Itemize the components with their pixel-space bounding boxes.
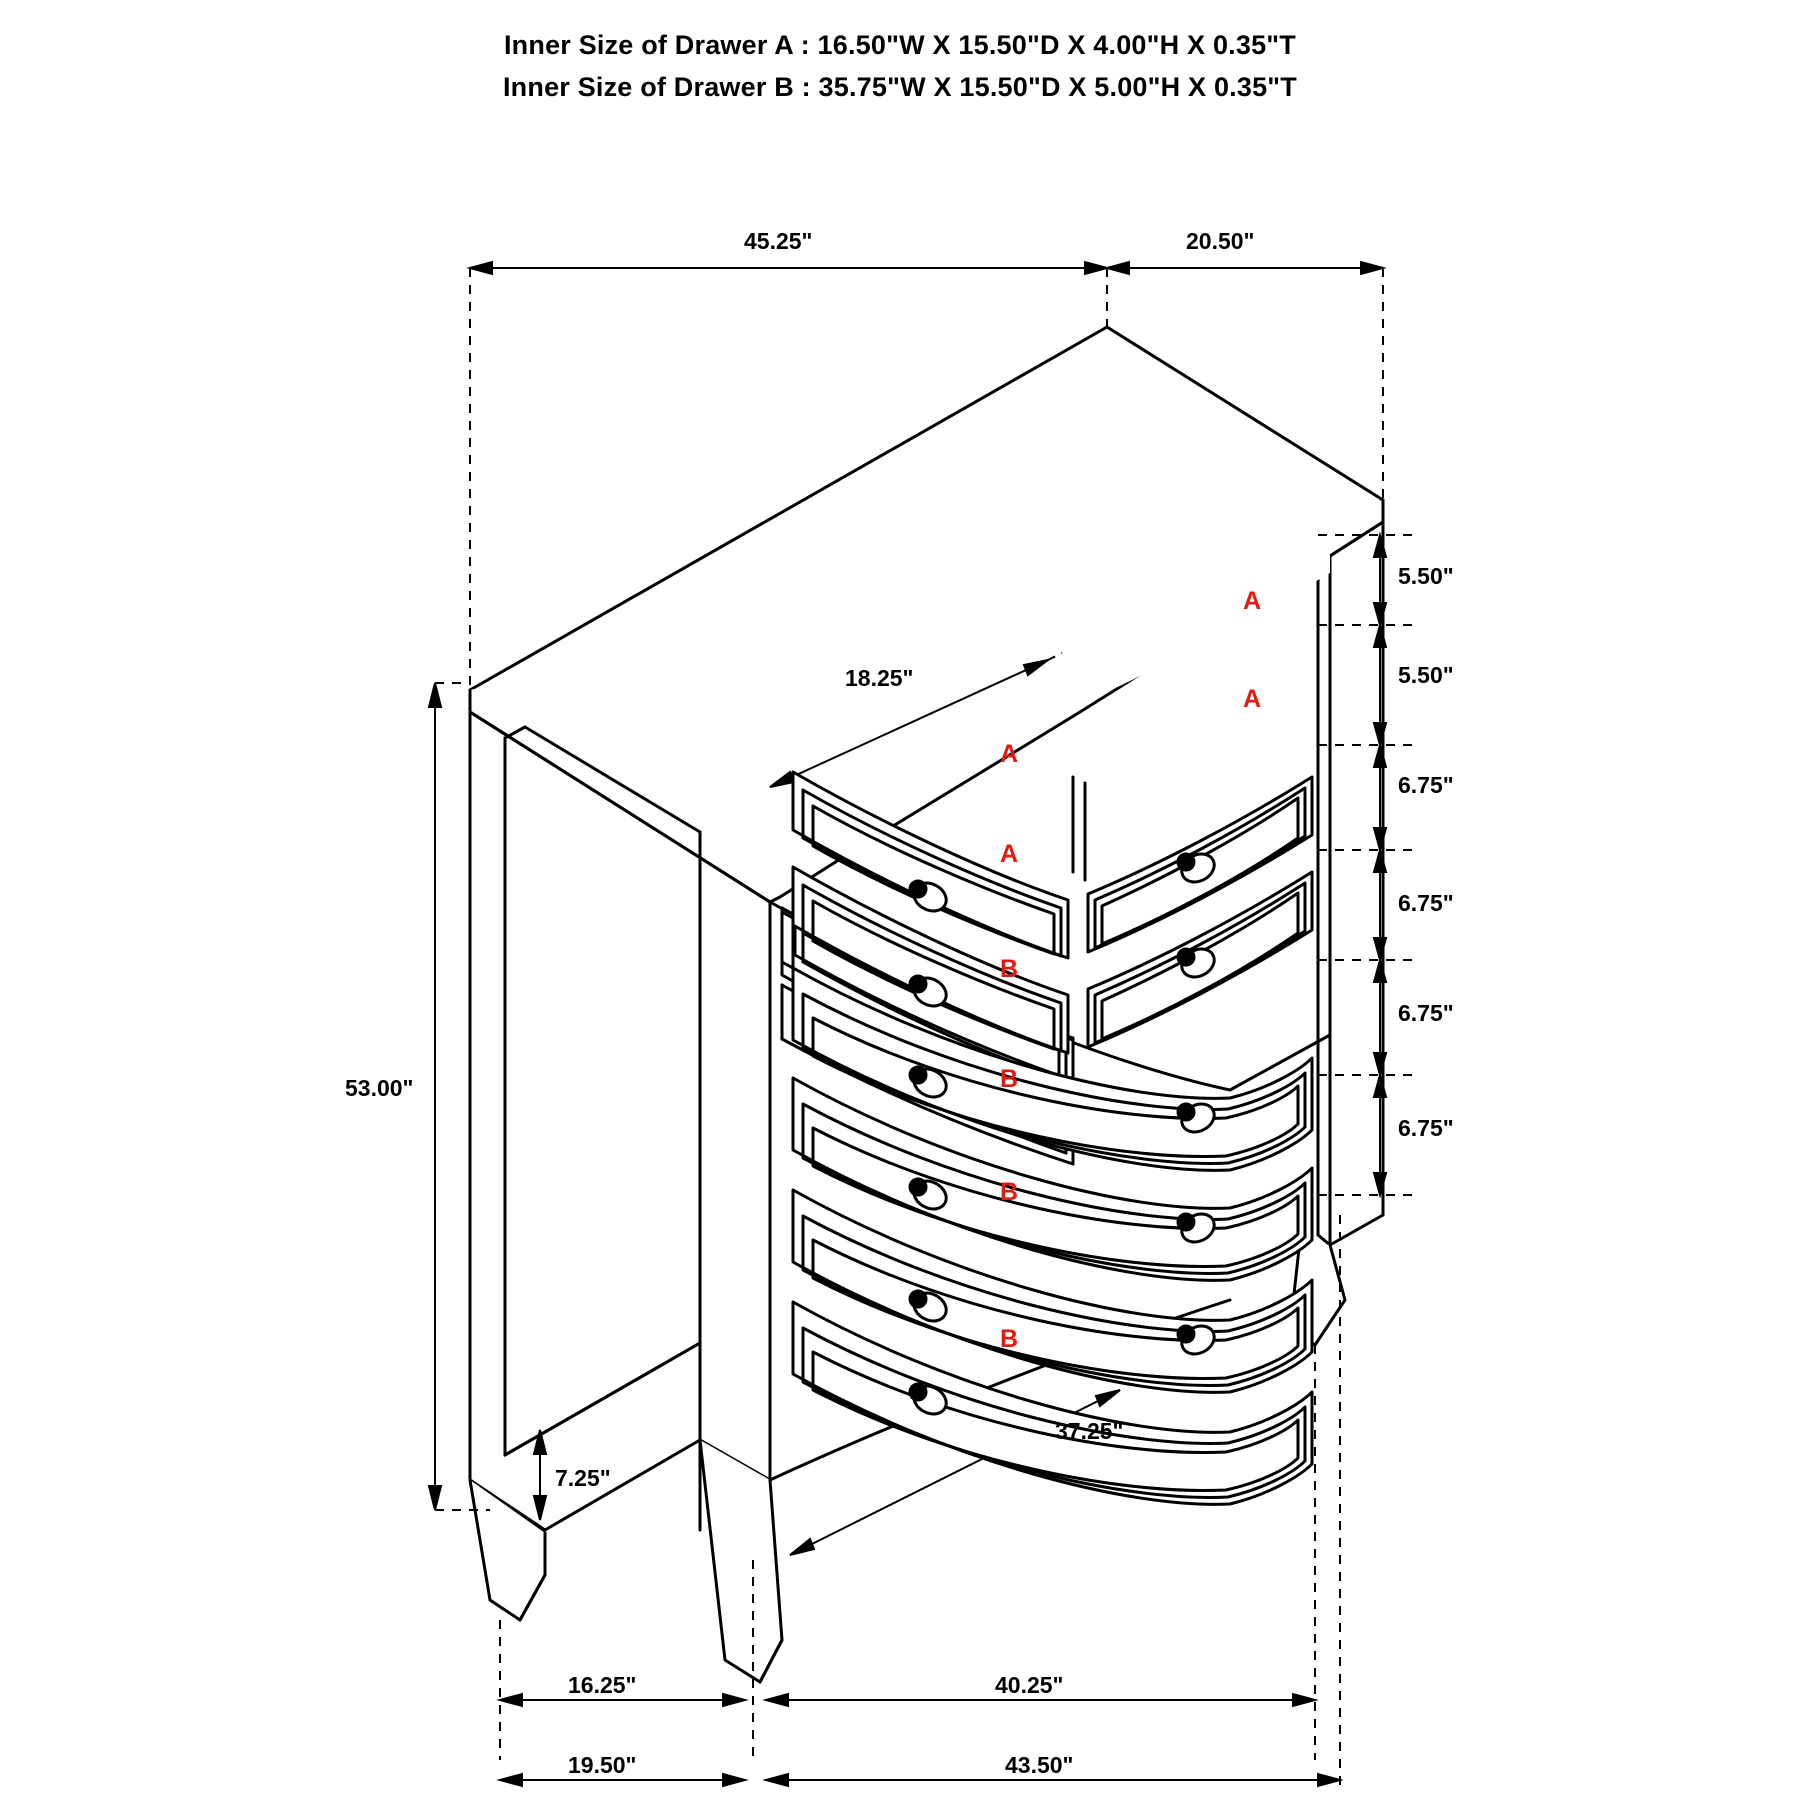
- dim-bottom-left-depth: 16.25": [568, 1672, 637, 1698]
- drawer-label-a-1: A: [1243, 587, 1262, 615]
- drawer-a-spec-text: Inner Size of Drawer A : 16.50"W X 15.50"D X 4.00"H X 0.35"T: [503, 30, 1296, 60]
- drawer-label-a-2: A: [1243, 685, 1262, 713]
- dim-front-bottom-width: 37.25": [1055, 1418, 1124, 1444]
- dim-overall-height: 53.00": [345, 1075, 414, 1101]
- drawer-b-spec-text: Inner Size of Drawer B : 35.75"W X 15.50"D X 5.00"H X 0.35"T: [502, 72, 1297, 102]
- dim-right-row-5: 6.75": [1398, 1000, 1454, 1026]
- dim-right-row-6: 6.75": [1398, 1115, 1454, 1141]
- dim-top-right-width: 20.50": [1186, 228, 1255, 254]
- dim-bottom-outer-depth: 19.50": [568, 1752, 637, 1778]
- dim-right-row-4: 6.75": [1398, 890, 1454, 916]
- drawer-label-b-1: B: [1000, 955, 1019, 983]
- dim-top-drawer-width: 18.25": [845, 665, 914, 691]
- drawer-label-a-4: A: [1000, 840, 1019, 868]
- dim-bottom-right-width: 40.25": [995, 1672, 1064, 1698]
- drawer-label-b-4: B: [1000, 1325, 1019, 1353]
- dim-leg-height: 7.25": [555, 1465, 611, 1491]
- dim-right-row-1: 5.50": [1398, 563, 1454, 589]
- dim-right-row-3: 6.75": [1398, 772, 1454, 798]
- dim-top-left-width: 45.25": [744, 228, 813, 254]
- dim-right-row-2: 5.50": [1398, 662, 1454, 688]
- dim-bottom-outer-width: 43.50": [1005, 1752, 1074, 1778]
- drawer-label-b-2: B: [1000, 1065, 1019, 1093]
- drawer-label-a-3: A: [1000, 740, 1019, 768]
- drawer-label-b-3: B: [1000, 1178, 1019, 1206]
